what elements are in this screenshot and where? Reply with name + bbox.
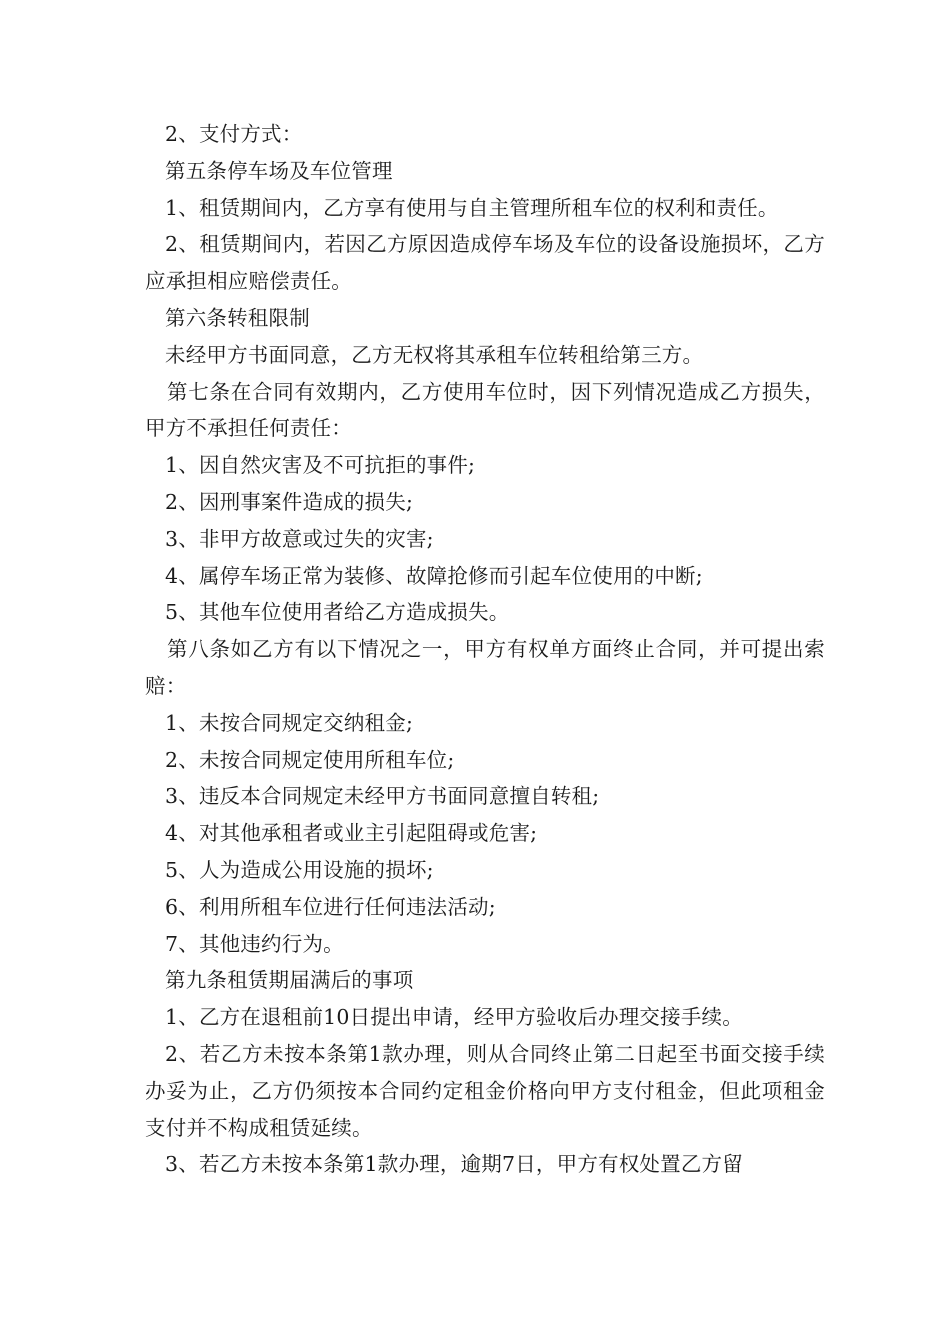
paragraph-payment-method: 2、支付方式： <box>165 122 303 146</box>
document-body <box>145 116 825 1183</box>
paragraph-article-5-item-1: 1、租赁期间内，乙方享有使用与自主管理所租车位的权利和责任。 <box>165 195 779 220</box>
paragraph-article-9-item-3: 3、若乙方未按本条第1款办理，逾期7日，甲方有权处置乙方留 <box>165 1152 743 1177</box>
paragraph-article-6-body: 未经甲方书面同意，乙方无权将其承租车位转租给第三方。 <box>165 342 704 367</box>
paragraph-article-8-item-4: 4、对其他承租者或业主引起阻碍或危害; <box>165 821 538 846</box>
paragraph-article-8-item-1: 1、未按合同规定交纳租金; <box>165 710 414 735</box>
paragraph-article-7-item-1: 1、因自然灾害及不可抗拒的事件; <box>165 453 476 478</box>
paragraph-article-7-item-5: 5、其他车位使用者给乙方造成损失。 <box>165 600 510 625</box>
paragraph-article-7-item-3: 3、非甲方故意或过失的灾害; <box>165 526 434 551</box>
heading-article-6: 第六条转租限制 <box>165 305 310 330</box>
paragraph-article-9-item-1: 1、乙方在退租前10日提出申请，经甲方验收后办理交接手续。 <box>165 1005 743 1030</box>
paragraph-article-8-item-6: 6、利用所租车位进行任何违法活动; <box>165 894 496 919</box>
paragraph-article-7-item-4: 4、属停车场正常为装修、故障抢修而引起车位使用的中断; <box>165 563 703 588</box>
paragraph-article-9-item-2: 2、若乙方未按本条第1款办理，则从合同终止第二日起至书面交接手续办妥为止，乙方仍须按本合同约定租金价格向甲方支付租金，但此项租金支付并不构成租赁延续。 <box>145 1041 825 1140</box>
paragraph-article-8: 第八条如乙方有以下情况之一，甲方有权单方面终止合同，并可提出索赔： <box>145 637 825 698</box>
paragraph-article-8-item-3: 3、违反本合同规定未经甲方书面同意擅自转租; <box>165 784 600 809</box>
heading-article-9: 第九条租赁期届满后的事项 <box>165 968 414 993</box>
paragraph-article-7: 第七条在合同有效期内，乙方使用车位时，因下列情况造成乙方损失，甲方不承担任何责任： <box>145 379 825 441</box>
paragraph-article-5-item-2: 2、租赁期间内，若因乙方原因造成停车场及车位的设备设施损坏，乙方应承担相应赔偿责任。 <box>145 232 825 294</box>
paragraph-article-8-item-2: 2、未按合同规定使用所租车位; <box>165 747 455 772</box>
paragraph-article-8-item-7: 7、其他违约行为。 <box>165 931 344 956</box>
paragraph-article-8-item-5: 5、人为造成公用设施的损坏; <box>165 857 434 882</box>
heading-article-5: 第五条停车场及车位管理 <box>165 158 393 183</box>
paragraph-article-7-item-2: 2、因刑事案件造成的损失; <box>165 489 414 514</box>
